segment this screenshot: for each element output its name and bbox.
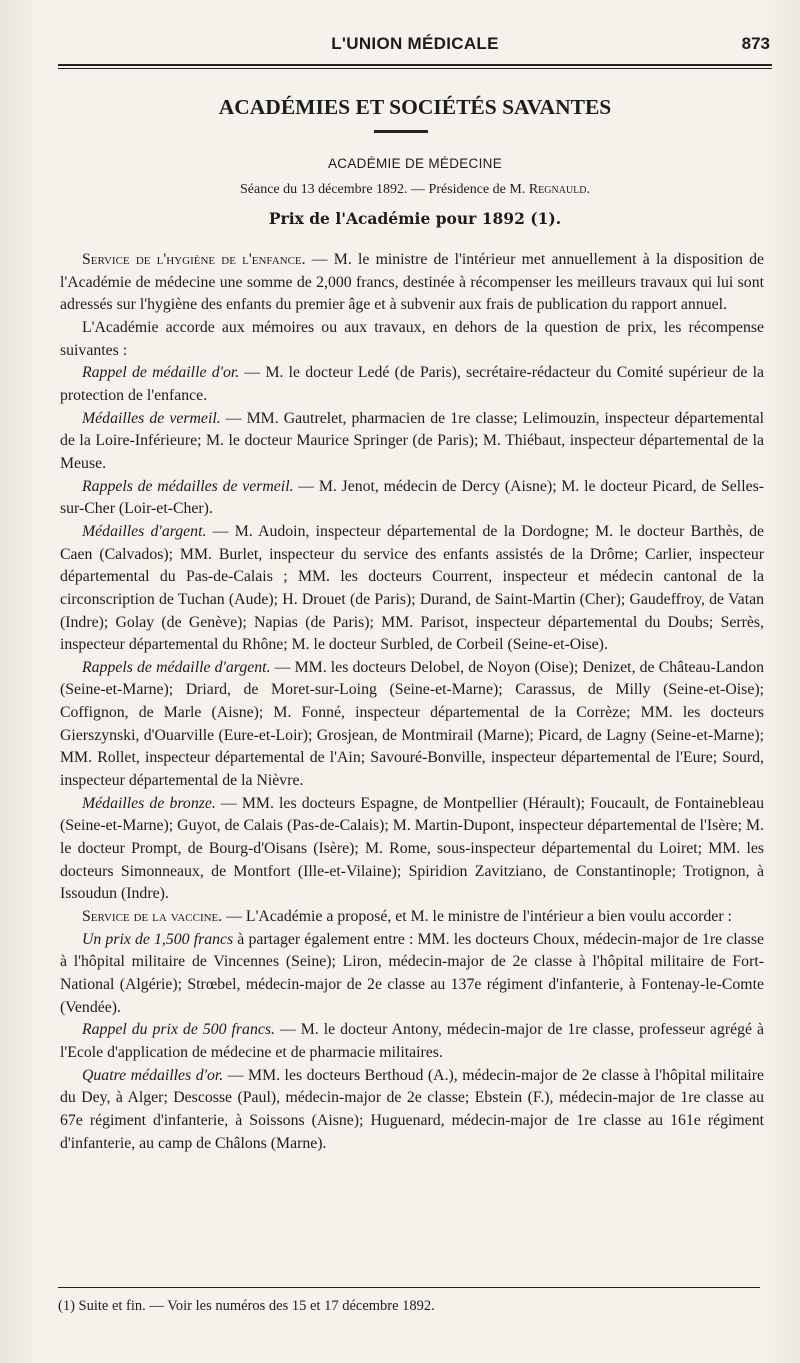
paragraph (60, 793, 764, 906)
article-body (60, 249, 764, 1155)
paragraph (60, 249, 764, 317)
session-text: Séance du 13 décembre 1892. — Présidence de M. (239, 182, 529, 197)
award-label: Médailles de bronze. (82, 794, 216, 812)
paragraph-text: — L'Académie a proposé, et M. le ministre de l'intérieur a bien voulu accorder : (222, 908, 732, 926)
paragraph (60, 317, 764, 362)
subsection-heading: Service de la vaccine. (82, 908, 223, 926)
paragraph (60, 521, 764, 657)
paragraph (60, 476, 764, 521)
paragraph-text: L'Académie accorde aux mémoires ou aux travaux, en dehors de la question de prix, les récompense suivantes : (60, 318, 764, 359)
paragraph-text: — MM. les docteurs Delobel, de Noyon (Oise); Denizet, de Château-Landon (Seine-et-Marne); Driard, de Moret-sur-Loing (Seine-et-Marne); Carassus, de Milly (Seine-et-Oise); Coffignon, de Marle (Aisne); M. Fonné, inspecteur départemental de la Corrèze; MM. les docteurs Gierszynski, d'Ouarville (Eure-et-Loir); Grosjean, de Montmirail (Marne); Picard, de Lagny (Seine-et-Marne); MM. Rollet, inspecteur départemental de l'Ain; Savouré-Bonville, inspecteur départemental de l'Eure; Sourd, inspecteur départemental de la Nièvre. (60, 658, 764, 790)
paragraph-text: — M. Audoin, inspecteur départemental de la Dordogne; M. le docteur Barthès, de Caen (Calvados); MM. Burlet, inspecteur du service des enfants assistés de la Drôme; Carlier, inspecteur départemental du Pas-de-Calais ; MM. les docteurs Courrent, inspecteur et médecin cantonal de la circonscription de Tuchan (Aude); H. Drouet (de Paris); Durand, de Saint-Martin (Cher); Gaudeffroy, de Vatan (Indre); Golay (de Genève); Napias (de Paris); MM. Parisot, inspecteur départemental du Doubs; Serrès, inspecteur départemental du Rhône; M. le docteur Surbled, de Corbeil (Seine-et-Oise). (60, 522, 764, 654)
paragraph-text: — M. le docteur Antony, médecin-major de 1re classe, professeur agrégé à l'Ecole d'application de médecine et de pharmacie militaires. (60, 1021, 765, 1061)
page-number: 873 (741, 34, 770, 53)
award-label: Rappels de médailles de vermeil. (82, 477, 294, 495)
paragraph-text: — M. Jenot, médecin de Dercy (Aisne); M. le docteur Picard, de Selles-sur-Cher (Loir-et-Cher). (60, 477, 765, 518)
paragraph (60, 906, 764, 929)
award-label: Rappel de médaille d'or. (82, 364, 240, 382)
award-label: Un prix de 1,500 francs (82, 930, 234, 948)
footnote: (1) Suite et fin. — Voir les numéros des 15 et 17 décembre 1892. (58, 1298, 435, 1314)
session-line (58, 182, 772, 198)
award-label: Médailles de vermeil. (82, 409, 221, 427)
paragraph-text: — MM. les docteurs Espagne, de Montpellier (Hérault); Foucault, de Fontainebleau (Seine-et-Marne); Guyot, de Calais (Pas-de-Calais); M. Martin-Dupont, inspecteur départemental de l'Isère; M. le docteur Prompt, de Bourg-d'Oisans (Isère); M. Rome, sous-inspecteur départemental du Loiret; MM. les docteurs Simonneaux, de Montfort (Ille-et-Vilaine); Spiridion Zavitziano, de Constantinople; Trotignon, à Issoudun (Indre). (60, 794, 764, 903)
running-title: L'UNION MÉDICALE (331, 34, 499, 53)
paragraph (60, 657, 764, 793)
award-label: Quatre médailles d'or. (82, 1066, 224, 1084)
paragraph (60, 362, 764, 407)
president-name: Regnauld. (528, 182, 591, 197)
running-head (58, 34, 772, 56)
paragraph-text: — MM. les docteurs Berthoud (A.), médecin-major de 2e classe à l'hôpital militaire du Dey, à Alger; Descosse (Paul), médecin-major de 2e classe; Ebstein (F.), médecin-major de 1re classe au 67e régiment d'infanterie, à Soissons (Aisne); Huguenard, médecin-major de 1re classe au 161e régiment d'infanterie, au camp de Châlons (Marne). (60, 1066, 764, 1152)
paragraph (60, 929, 764, 1020)
header-rule (58, 64, 772, 69)
footnote-rule (58, 1287, 760, 1288)
section-title: ACADÉMIES ET SOCIÉTÉS SAVANTES (218, 95, 612, 119)
paragraph-text: — MM. Gautrelet, pharmacien de 1re classe; Lelimouzin, inspecteur départemental de la Loire-Inférieure; M. le docteur Maurice Springer (de Paris); M. Thiébaut, inspecteur départemental de la Meuse. (60, 409, 764, 472)
paragraph-text: — M. le ministre de l'intérieur met annuellement à la disposition de l'Académie de médecine une somme de 2,000 francs, destinée à récompenser les meilleurs travaux qui lui sont adressés sur l'hygiène des enfants du premier âge et à subvenir aux frais de publication du rapport annuel. (60, 251, 764, 314)
academy-heading: ACADÉMIE DE MÉDECINE (327, 156, 503, 171)
award-label: Médailles d'argent. (82, 522, 207, 540)
paragraph-text: à partager également entre : MM. les docteurs Choux, médecin-major de 1re classe à l'hôpital militaire de Vincennes (Seine); Liron, médecin-major de 2e classe à l'hôpital militaire de Fort-National (Algérie); Strœbel, médecin-major de 2e classe au 137e régiment d'infanterie, à Fontenay-le-Comte (Vendée). (60, 930, 764, 1016)
award-label: Rappels de médaille d'argent. (82, 658, 271, 676)
paragraph-text: — M. le docteur Ledé (de Paris), secrétaire-rédacteur du Comité supérieur de la protection de l'enfance. (60, 364, 765, 404)
paragraph (60, 1019, 764, 1064)
paragraph (60, 408, 764, 476)
award-label: Rappel du prix de 500 francs. (82, 1021, 275, 1039)
title-rule (374, 130, 428, 133)
paragraph (60, 1065, 764, 1156)
subsection-heading: Service de l'hygiène de l'enfance. (82, 251, 306, 268)
prize-title: Prix de l'Académie pour 1892 (1). (268, 209, 562, 228)
